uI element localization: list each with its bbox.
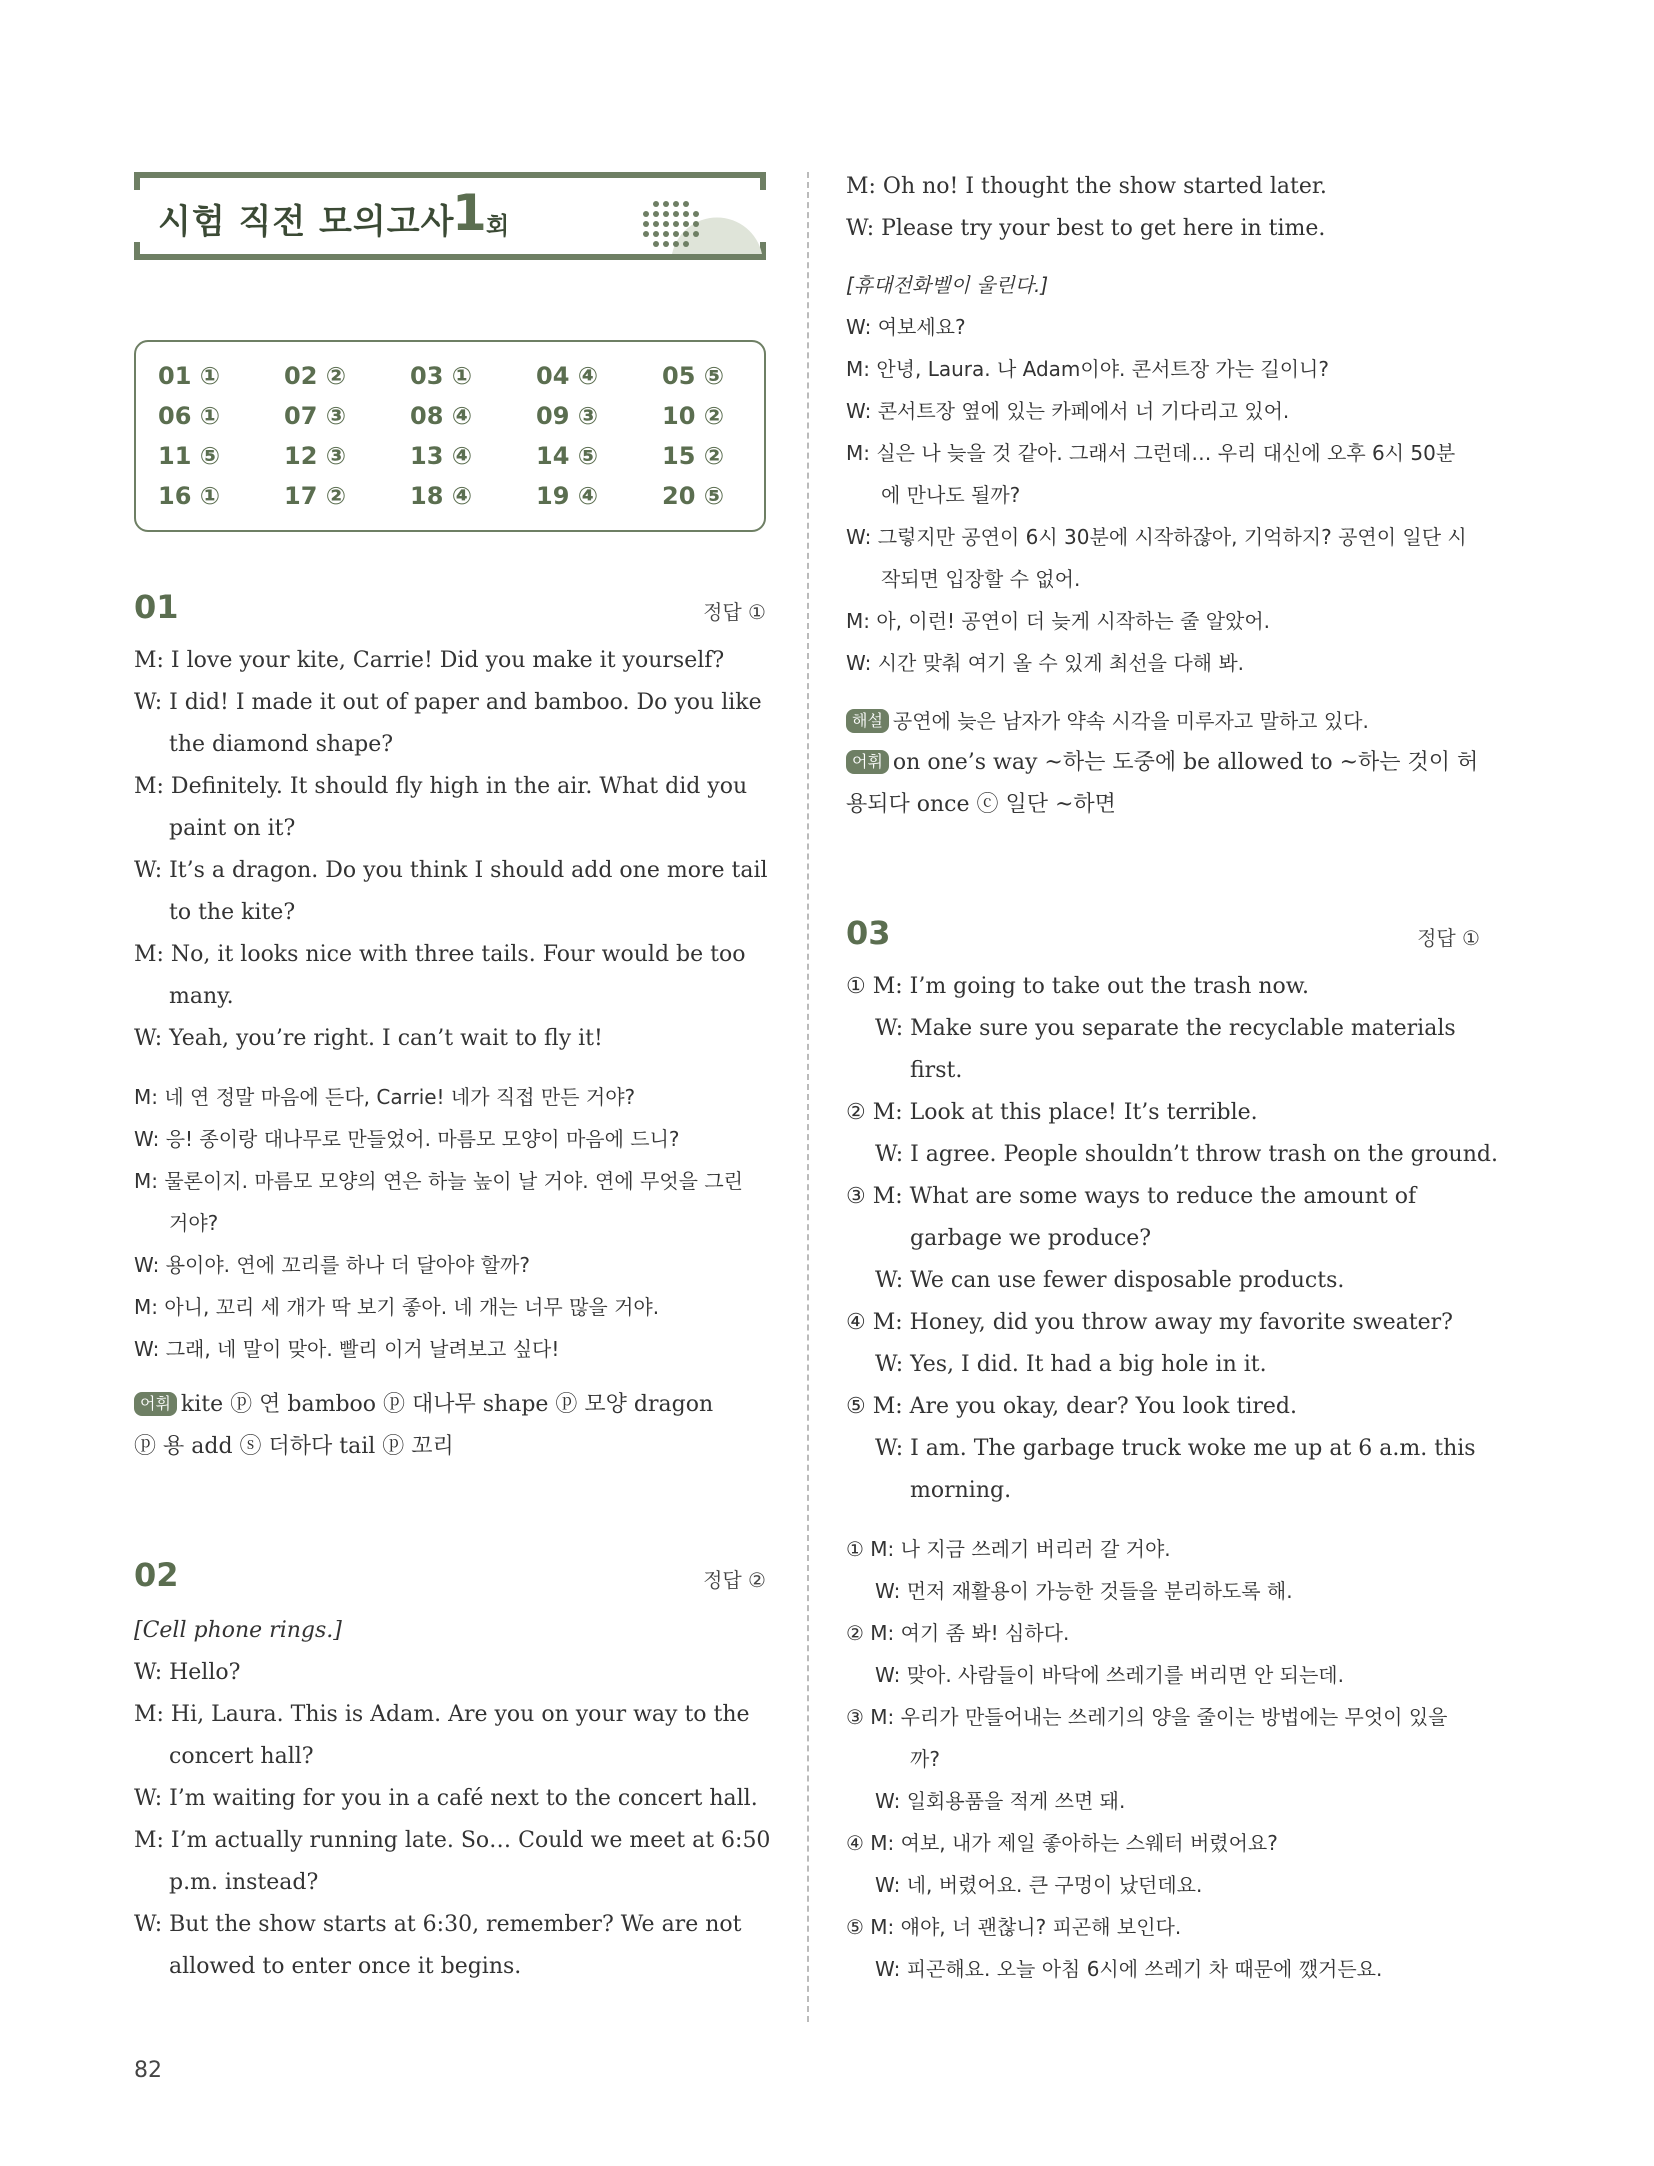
banner-suffix: 회 (486, 212, 510, 240)
answer-item: 14 ⑤ (536, 442, 599, 470)
answer-item: 20 ⑤ (662, 482, 725, 510)
dialogue-line: W: Hello? (134, 1660, 241, 1685)
dialogue-line: ⑤ M: Are you okay, dear? You look tired. (846, 1394, 1297, 1419)
dialogue-line: W: But the show starts at 6:30, remember? We are not (134, 1912, 742, 1937)
test-title-banner (134, 172, 766, 260)
translation-line: W: 피곤해요. 오늘 아침 6시에 쓰레기 차 때문에 깼거든요. (875, 1957, 1383, 1981)
translation-line: 거야? (169, 1211, 219, 1235)
dialogue-line: W: I am. The garbage truck woke me up at 6 a.m. this (875, 1436, 1476, 1461)
translation-line: ⑤ M: 얘야, 너 괜찮니? 피곤해 보인다. (846, 1915, 1182, 1939)
dialogue-line: W: Yeah, you’re right. I can’t wait to fly it! (134, 1026, 603, 1051)
translation-line: 에 만나도 될까? (881, 483, 1021, 507)
explanation-tag: 해설 (846, 709, 889, 733)
page-number: 82 (134, 2058, 162, 2083)
translation-line: W: 응! 종이랑 대나무로 만들었어. 마름모 모양이 마음에 드니? (134, 1127, 680, 1151)
dialogue-line: to the kite? (169, 900, 296, 925)
translation-line: W: 그래, 네 말이 맞아. 빨리 이거 날려보고 싶다! (134, 1337, 560, 1361)
translation-line: M: 아니, 꼬리 세 개가 딱 보기 좋아. 네 개는 너무 많을 거야. (134, 1295, 660, 1319)
answer-item: 18 ④ (410, 482, 473, 510)
answer-item: 04 ④ (536, 362, 599, 390)
vocab-tag: 어휘 (846, 750, 889, 774)
dialogue-line: p.m. instead? (169, 1870, 319, 1895)
translation-line: ② M: 여기 좀 봐! 심하다. (846, 1621, 1070, 1645)
translation-line: W: 시간 맞춰 여기 올 수 있게 최선을 다해 봐. (846, 651, 1245, 675)
answer-item: 13 ④ (410, 442, 473, 470)
vocab-line (134, 1384, 713, 1426)
dialogue-line: allowed to enter once it begins. (169, 1954, 522, 1979)
explanation-text: 공연에 늦은 남자가 약속 시각을 미루자고 말하고 있다. (892, 709, 1369, 733)
banner-title: 시험 직전 모의고사 (158, 202, 455, 242)
banner-number: 1 (452, 184, 487, 242)
dialogue-line: W: I agree. People shouldn’t throw trash on the ground. (875, 1142, 1498, 1167)
translation-line: W: 먼저 재활용이 가능한 것들을 분리하도록 해. (875, 1579, 1293, 1603)
vocab-tag: 어휘 (134, 1392, 177, 1416)
answer-item: 03 ① (410, 362, 473, 390)
translation-line: M: 네 연 정말 마음에 든다, Carrie! 네가 직접 만든 거야? (134, 1085, 636, 1109)
translation-line: ① M: 나 지금 쓰레기 버리러 갈 거야. (846, 1537, 1171, 1561)
translation-line: M: 실은 나 늦을 것 같아. 그래서 그런데… 우리 대신에 오후 6시 50분 (846, 441, 1456, 465)
dialogue-line: ④ M: Honey, did you throw away my favorite sweater? (846, 1310, 1453, 1335)
dialogue-line: M: Definitely. It should fly high in the air. What did you (134, 774, 748, 799)
answer-item: 05 ⑤ (662, 362, 725, 390)
dialogue-line: W: I did! I made it out of paper and bamboo. Do you like (134, 690, 762, 715)
dot-decoration-icon (632, 192, 762, 254)
answer-item: 10 ② (662, 402, 725, 430)
answer-item: 19 ④ (536, 482, 599, 510)
dialogue-line: W: I’m waiting for you in a café next to the concert hall. (134, 1786, 758, 1811)
dialogue-line: ① M: I’m going to take out the trash now. (846, 974, 1309, 999)
vocab-text: on one’s way ~하는 도중에 be allowed to ~하는 것이 허 (892, 750, 1479, 775)
section-03-number: 03 (846, 914, 891, 952)
dialogue-line: garbage we produce? (910, 1226, 1152, 1251)
dialogue-line: M: I’m actually running late. So… Could we meet at 6:50 (134, 1828, 771, 1853)
dialogue-line: morning. (910, 1478, 1012, 1503)
dialogue-line: ② M: Look at this place! It’s terrible. (846, 1100, 1258, 1125)
vocab-line: ⓟ 용 add ⓢ 더하다 tail ⓟ 꼬리 (134, 1434, 454, 1459)
answer-item: 15 ② (662, 442, 725, 470)
stage-direction: [휴대전화벨이 울린다.] (846, 273, 1049, 297)
translation-line: M: 물론이지. 마름모 모양의 연은 하늘 높이 날 거야. 연에 무엇을 그린 (134, 1169, 743, 1193)
translation-line: W: 그렇지만 공연이 6시 30분에 시작하잖아, 기억하지? 공연이 일단 시 (846, 525, 1467, 549)
vocab-line (846, 742, 1478, 784)
dialogue-line: W: Please try your best to get here in time. (846, 216, 1326, 241)
dialogue-line: M: Oh no! I thought the show started later. (846, 174, 1327, 199)
vocab-text: kite ⓟ 연 bamboo ⓟ 대나무 shape ⓟ 모양 dragon (180, 1392, 714, 1417)
dialogue-line: ③ M: What are some ways to reduce the amount of (846, 1184, 1417, 1209)
dialogue-line: W: Yes, I did. It had a big hole in it. (875, 1352, 1267, 1377)
dialogue-line: W: Make sure you separate the recyclable materials (875, 1016, 1456, 1041)
translation-line: ③ M: 우리가 만들어내는 쓰레기의 양을 줄이는 방법에는 무엇이 있을 (846, 1705, 1448, 1729)
answer-item: 17 ② (284, 482, 347, 510)
translation-line: W: 콘서트장 옆에 있는 카페에서 너 기다리고 있어. (846, 399, 1290, 423)
dialogue-line: the diamond shape? (169, 732, 394, 757)
explanation-line (846, 700, 1369, 742)
dialogue-line: M: I love your kite, Carrie! Did you make it yourself? (134, 648, 725, 673)
vocab-line: 용되다 once ⓒ 일단 ~하면 (846, 792, 1116, 817)
answer-item: 12 ③ (284, 442, 347, 470)
translation-line: W: 맞아. 사람들이 바닥에 쓰레기를 버리면 안 되는데. (875, 1663, 1344, 1687)
section-03-answer: 정답 ① (1417, 926, 1480, 950)
translation-line: W: 네, 버렸어요. 큰 구멍이 났던데요. (875, 1873, 1203, 1897)
answer-item: 07 ③ (284, 402, 347, 430)
answer-item: 08 ④ (410, 402, 473, 430)
translation-line: W: 용이야. 연에 꼬리를 하나 더 달아야 할까? (134, 1253, 530, 1277)
section-02-number: 02 (134, 1556, 179, 1594)
answer-key-box (134, 340, 766, 532)
dialogue-line: many. (169, 984, 234, 1009)
dialogue-line: M: No, it looks nice with three tails. Four would be too (134, 942, 746, 967)
section-01-number: 01 (134, 588, 179, 626)
dialogue-line: W: It’s a dragon. Do you think I should add one more tail (134, 858, 768, 883)
dialogue-line: W: We can use fewer disposable products. (875, 1268, 1345, 1293)
section-01-answer: 정답 ① (703, 600, 766, 624)
dialogue-line: M: Hi, Laura. This is Adam. Are you on your way to the (134, 1702, 750, 1727)
answer-item: 02 ② (284, 362, 347, 390)
column-divider (807, 172, 809, 2022)
stage-direction: [Cell phone rings.] (134, 1618, 342, 1643)
answer-item: 01 ① (158, 362, 221, 390)
translation-line: ④ M: 여보, 내가 제일 좋아하는 스웨터 버렸어요? (846, 1831, 1278, 1855)
answer-item: 09 ③ (536, 402, 599, 430)
answer-item: 11 ⑤ (158, 442, 221, 470)
translation-line: M: 아, 이런! 공연이 더 늦게 시작하는 줄 알았어. (846, 609, 1271, 633)
dialogue-line: paint on it? (169, 816, 296, 841)
translation-line: M: 안녕, Laura. 나 Adam이야. 콘서트장 가는 길이니? (846, 357, 1329, 381)
section-02-answer: 정답 ② (703, 1568, 766, 1592)
answer-item: 06 ① (158, 402, 221, 430)
answer-item: 16 ① (158, 482, 221, 510)
dialogue-line: concert hall? (169, 1744, 314, 1769)
translation-line: W: 여보세요? (846, 315, 966, 339)
dialogue-line: first. (910, 1058, 963, 1083)
translation-line: W: 일회용품을 적게 쓰면 돼. (875, 1789, 1126, 1813)
translation-line: 작되면 입장할 수 없어. (881, 567, 1081, 591)
translation-line: 까? (910, 1747, 940, 1771)
